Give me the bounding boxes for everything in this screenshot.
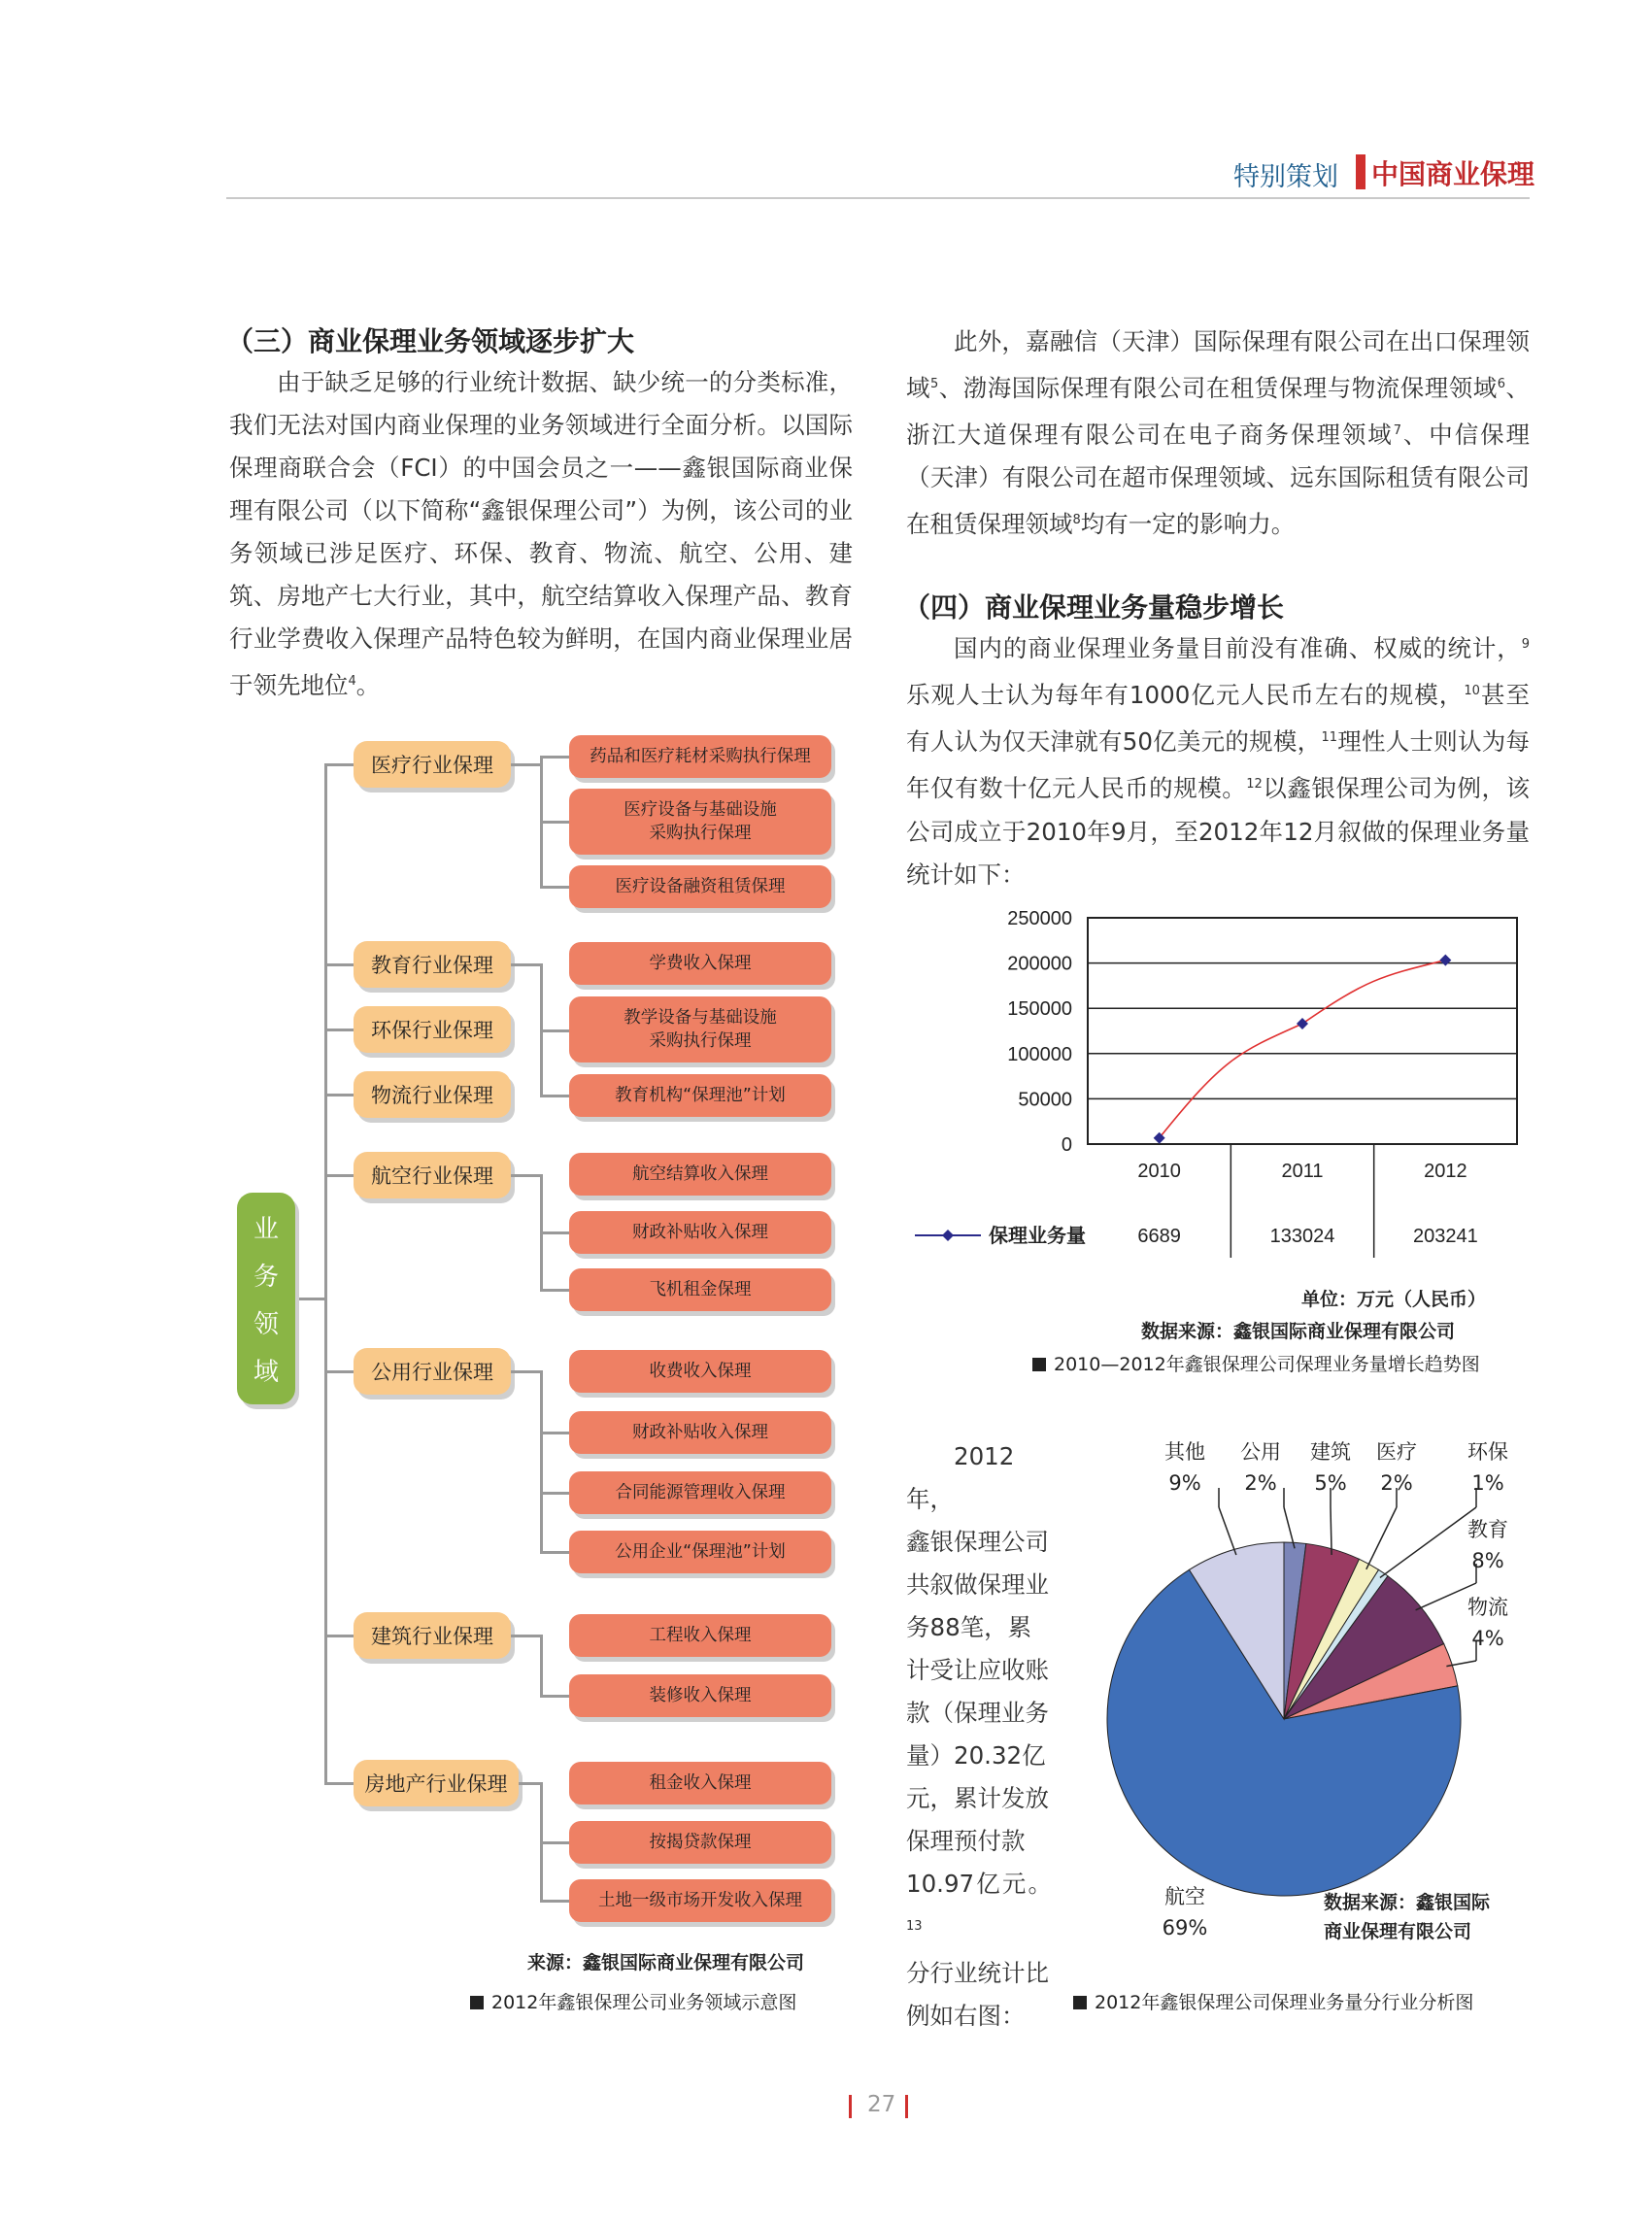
pie-label-pct: 5%	[1314, 1471, 1347, 1495]
pie-label-name: 建筑	[1310, 1440, 1351, 1464]
tree-link	[511, 1635, 540, 1637]
tree-link	[519, 1782, 540, 1785]
leader-line	[1380, 1507, 1476, 1577]
y-tick-label: 50000	[1018, 1089, 1072, 1111]
section3-tail: 。	[355, 671, 381, 700]
pie-label-name: 公用	[1240, 1440, 1281, 1464]
footer-bar-right	[905, 2095, 908, 2118]
header-rule	[226, 197, 1530, 199]
right-text-1: 此外，嘉融信（天津）国际保理有限公司在出口保理领域	[906, 327, 1530, 403]
table-value: 133024	[1269, 1226, 1335, 1247]
chart-caption	[1032, 1350, 1480, 1376]
leaf-education-3: 教育机构“保理池”计划	[569, 1074, 831, 1117]
leaf-public-2: 财政补贴收入保理	[569, 1411, 831, 1454]
tree-root-link	[295, 1298, 326, 1300]
leader-line	[1331, 1507, 1332, 1555]
page-number: 27	[867, 2092, 896, 2117]
chart-source: 数据来源：鑫银国际商业保理有限公司	[1141, 1321, 1456, 1342]
s4-text-3: 甚至有人认为仅天津就有50亿美元的规模，	[906, 681, 1531, 757]
y-tick-label: 200000	[1007, 953, 1072, 975]
pie-label-pct: 69%	[1162, 1916, 1208, 1939]
right-text-4: 、中信保理（天津）有限公司在超市保理领域、远东国际租赁有限公司在租赁保理领域	[906, 421, 1531, 539]
tree-link	[540, 1095, 569, 1097]
line-chart	[913, 894, 1534, 1263]
right-text-3: 、浙江大道保理有限公司在电子商务保理领域	[906, 374, 1531, 450]
leaf-medical-1: 药品和医疗耗材采购执行保理	[569, 735, 831, 778]
tree-link	[540, 1432, 569, 1434]
x-tick-labels	[1137, 1161, 1467, 1182]
cat-public: 公用行业保理	[354, 1348, 511, 1395]
pie-label-name: 环保	[1467, 1440, 1508, 1464]
pie-text-line: 计受让应收账	[906, 1656, 1049, 1684]
pie-source-line: 数据来源：鑫银国际	[1324, 1892, 1491, 1913]
leaf-public-4: 公用企业“保理池”计划	[569, 1531, 831, 1573]
header-title: 中国商业保理	[1371, 158, 1535, 190]
tree-link	[540, 1231, 569, 1234]
s4-text-2: 乐观人士认为每年有1000亿元人民币左右的规模，	[906, 681, 1465, 710]
tree-link	[540, 1492, 569, 1495]
y-tick-labels	[1007, 908, 1072, 1156]
tree-trunk	[324, 764, 327, 1784]
header-section: 特别策划	[1233, 162, 1338, 192]
tree-link	[540, 1370, 543, 1553]
tree-caption-text: 2012年鑫银保理公司业务领域示意图	[491, 1992, 797, 2013]
section3-body	[229, 361, 853, 707]
s4-text-5: 以鑫银保理公司为例，该公司成立于2010年9月，至2012年12月叙做的保理业务量统计如下：	[906, 774, 1531, 889]
pie-label-name: 其他	[1164, 1440, 1205, 1464]
tree-link	[540, 1289, 569, 1292]
tree-branch	[324, 1370, 354, 1373]
tree-branch	[324, 1094, 354, 1096]
table-value: 6689	[1137, 1226, 1181, 1247]
leader-line	[1366, 1507, 1397, 1569]
tree-link	[540, 1551, 569, 1554]
x-tick-label: 2011	[1281, 1161, 1324, 1182]
pie-label-pct: 9%	[1168, 1471, 1201, 1495]
footnote-ref: 7	[1393, 423, 1401, 439]
y-tick-label: 150000	[1007, 998, 1072, 1021]
tree-link	[511, 1174, 540, 1177]
leaf-realestate-3: 土地一级市场开发收入保理	[569, 1879, 831, 1922]
footnote-ref: 13	[906, 1919, 923, 1934]
table-value: 203241	[1412, 1226, 1478, 1247]
pie-source-line: 商业保理有限公司	[1324, 1921, 1472, 1942]
cat-aviation: 航空行业保理	[354, 1152, 511, 1198]
leaf-text: 医疗设备与基础设施采购执行保理	[624, 800, 777, 843]
leaf-text: 教学设备与基础设施采购执行保理	[624, 1008, 777, 1051]
right-text-2: 、渤海国际保理有限公司在租赁保理与物流保理领域	[938, 374, 1498, 403]
pie-text-line: 元，累计发放	[906, 1784, 1049, 1812]
tree-branch	[324, 763, 354, 766]
right-text-5: 均有一定的影响力。	[1080, 510, 1296, 539]
root-char: 域	[253, 1358, 279, 1387]
footnote-ref: 9	[1521, 637, 1530, 652]
pie-text-line: 款（保理业务	[906, 1699, 1049, 1727]
pie-text-span: 10.97亿元。	[906, 1870, 1052, 1898]
tree-link	[511, 1370, 540, 1373]
leader-line	[1219, 1507, 1236, 1555]
cat-logistics: 物流行业保理	[354, 1071, 511, 1118]
cat-construction: 建筑行业保理	[354, 1612, 511, 1659]
tree-link	[540, 1900, 569, 1903]
root-char: 领	[253, 1310, 279, 1339]
footer-bar-left	[849, 2095, 852, 2118]
tree-branch	[324, 963, 354, 966]
leaf-education-2	[569, 996, 831, 1062]
footnote-ref: 11	[1321, 730, 1337, 746]
tree-link	[540, 1029, 569, 1032]
pie-slices	[1107, 1542, 1461, 1896]
x-tick-label: 2010	[1137, 1161, 1181, 1182]
pie-label-pct: 1%	[1471, 1471, 1504, 1495]
footnote-ref: 10	[1464, 684, 1480, 699]
pie-text-line: 量）20.32亿	[906, 1741, 1046, 1770]
pie-text-line: 分行业统计比	[906, 1959, 1049, 1988]
x-tick-label: 2012	[1424, 1161, 1467, 1182]
s4-text-1: 国内的商业保理业务量目前没有准确、权威的统计，	[954, 634, 1522, 663]
tree-link	[540, 1695, 569, 1698]
tree-link	[540, 886, 569, 889]
chart-caption-text: 2010—2012年鑫银保理公司保理业务量增长趋势图	[1054, 1354, 1480, 1375]
leaf-public-3: 合同能源管理收入保理	[569, 1471, 831, 1514]
tree-link	[511, 963, 540, 966]
pie-text-line: 共叙做保理业	[906, 1570, 1049, 1599]
cat-education: 教育行业保理	[354, 941, 511, 988]
footnote-ref: 12	[1246, 777, 1263, 793]
plot-area	[1088, 918, 1517, 1144]
pie-label-name: 医疗	[1376, 1440, 1417, 1464]
chart-unit: 单位：万元（人民币）	[1301, 1289, 1487, 1310]
tree-link	[540, 1841, 569, 1844]
tree-source: 来源：鑫银国际商业保理有限公司	[527, 1952, 805, 1973]
pie-label-pct: 2%	[1244, 1471, 1277, 1495]
leaf-education-1: 学费收入保理	[569, 942, 831, 985]
pie-text-line: 鑫银保理公司	[906, 1528, 1049, 1556]
legend-label: 保理业务量	[989, 1226, 1086, 1247]
pie-caption	[1073, 1988, 1473, 2014]
s4-text-4: 理性人士则认为每年仅有数十亿元人民币的规模。	[906, 727, 1530, 803]
leaf-realestate-1: 租金收入保理	[569, 1762, 831, 1804]
y-tick-label: 250000	[1007, 908, 1072, 929]
caption-marker	[1073, 1996, 1087, 2009]
tree-link	[511, 763, 540, 766]
cat-medical: 医疗行业保理	[354, 741, 511, 788]
tree-branch	[324, 1782, 354, 1785]
footnote-ref: 8	[1072, 513, 1081, 528]
pie-chart	[1068, 1418, 1544, 1962]
leaf-medical-3: 医疗设备融资租赁保理	[569, 865, 831, 908]
tree-branch	[324, 1635, 354, 1637]
header-divider	[1356, 154, 1365, 189]
tree-branch	[324, 1174, 354, 1177]
leaf-realestate-2: 按揭贷款保理	[569, 1821, 831, 1864]
pie-label-name: 物流	[1467, 1596, 1508, 1619]
y-tick-label: 100000	[1007, 1043, 1072, 1065]
pie-text-line: 保理预付款	[906, 1827, 1026, 1855]
root-char: 务	[253, 1263, 279, 1292]
pie-side-text	[906, 1435, 1052, 2038]
chart-grid	[1088, 918, 1517, 1258]
pie-label-name: 航空	[1164, 1885, 1205, 1908]
tree-branch	[324, 1029, 354, 1031]
leaf-construction-1: 工程收入保理	[569, 1614, 831, 1657]
pie-label-name: 教育	[1467, 1518, 1508, 1541]
leaf-construction-2: 装修收入保理	[569, 1674, 831, 1717]
footnote-ref: 5	[930, 377, 939, 391]
y-tick-label: 0	[1061, 1134, 1072, 1156]
section4-body	[906, 624, 1530, 896]
pie-text-line: 2012年，	[906, 1442, 1015, 1513]
tree-link	[540, 756, 569, 759]
right-paragraph	[906, 320, 1530, 546]
pie-text-line	[906, 1863, 1052, 1952]
section4-heading: （四）商业保理业务量稳步增长	[903, 591, 1285, 624]
tree-caption	[470, 1988, 796, 2014]
footnote-ref: 6	[1497, 377, 1506, 391]
pie-label-pct: 4%	[1471, 1627, 1504, 1650]
cat-realestate: 房地产行业保理	[354, 1760, 519, 1806]
section3-text: 由于缺乏足够的行业统计数据、缺少统一的分类标准，我们无法对国内商业保理的业务领域进行全面分析。以国际保理商联合会（FCI）的中国会员之一——鑫银国际商业保理有限公司（以下简称“鑫银保理公司”）为例，该公司的业务领域已涉足医疗、环保、教育、物流、航空、公用、建筑、房地产七大行业，其中，航空结算收入保理产品、教育行业学费收入保理产品特色较为鲜明，在国内商业保理业居于领先地位	[229, 368, 853, 700]
pie-label-pct: 2%	[1380, 1471, 1413, 1495]
data-table	[915, 1224, 1478, 1247]
pie-text-line: 务88笔，累	[906, 1613, 1032, 1641]
pie-caption-text: 2012年鑫银保理公司保理业务量分行业分析图	[1095, 1992, 1474, 2013]
pie-source	[1324, 1888, 1490, 1946]
pie-text-line: 例如右图：	[906, 2002, 1026, 2031]
caption-marker	[1032, 1358, 1046, 1371]
section3-heading: （三）商业保理业务领域逐步扩大	[226, 325, 635, 357]
leaf-medical-2	[569, 789, 831, 855]
leaf-aviation-1: 航空结算收入保理	[569, 1153, 831, 1196]
cat-environment: 环保行业保理	[354, 1006, 511, 1053]
leaf-aviation-3: 飞机租金保理	[569, 1268, 831, 1311]
footnote-ref: 4	[348, 674, 356, 689]
legend-marker	[942, 1230, 954, 1241]
root-char: 业	[253, 1215, 279, 1244]
tree-link	[540, 821, 569, 824]
caption-marker	[470, 1996, 484, 2009]
leaf-aviation-2: 财政补贴收入保理	[569, 1211, 831, 1254]
tree-link	[540, 1635, 543, 1697]
leaf-public-1: 收费收入保理	[569, 1350, 831, 1393]
tree-root	[237, 1193, 295, 1404]
pie-label-pct: 8%	[1471, 1549, 1504, 1572]
